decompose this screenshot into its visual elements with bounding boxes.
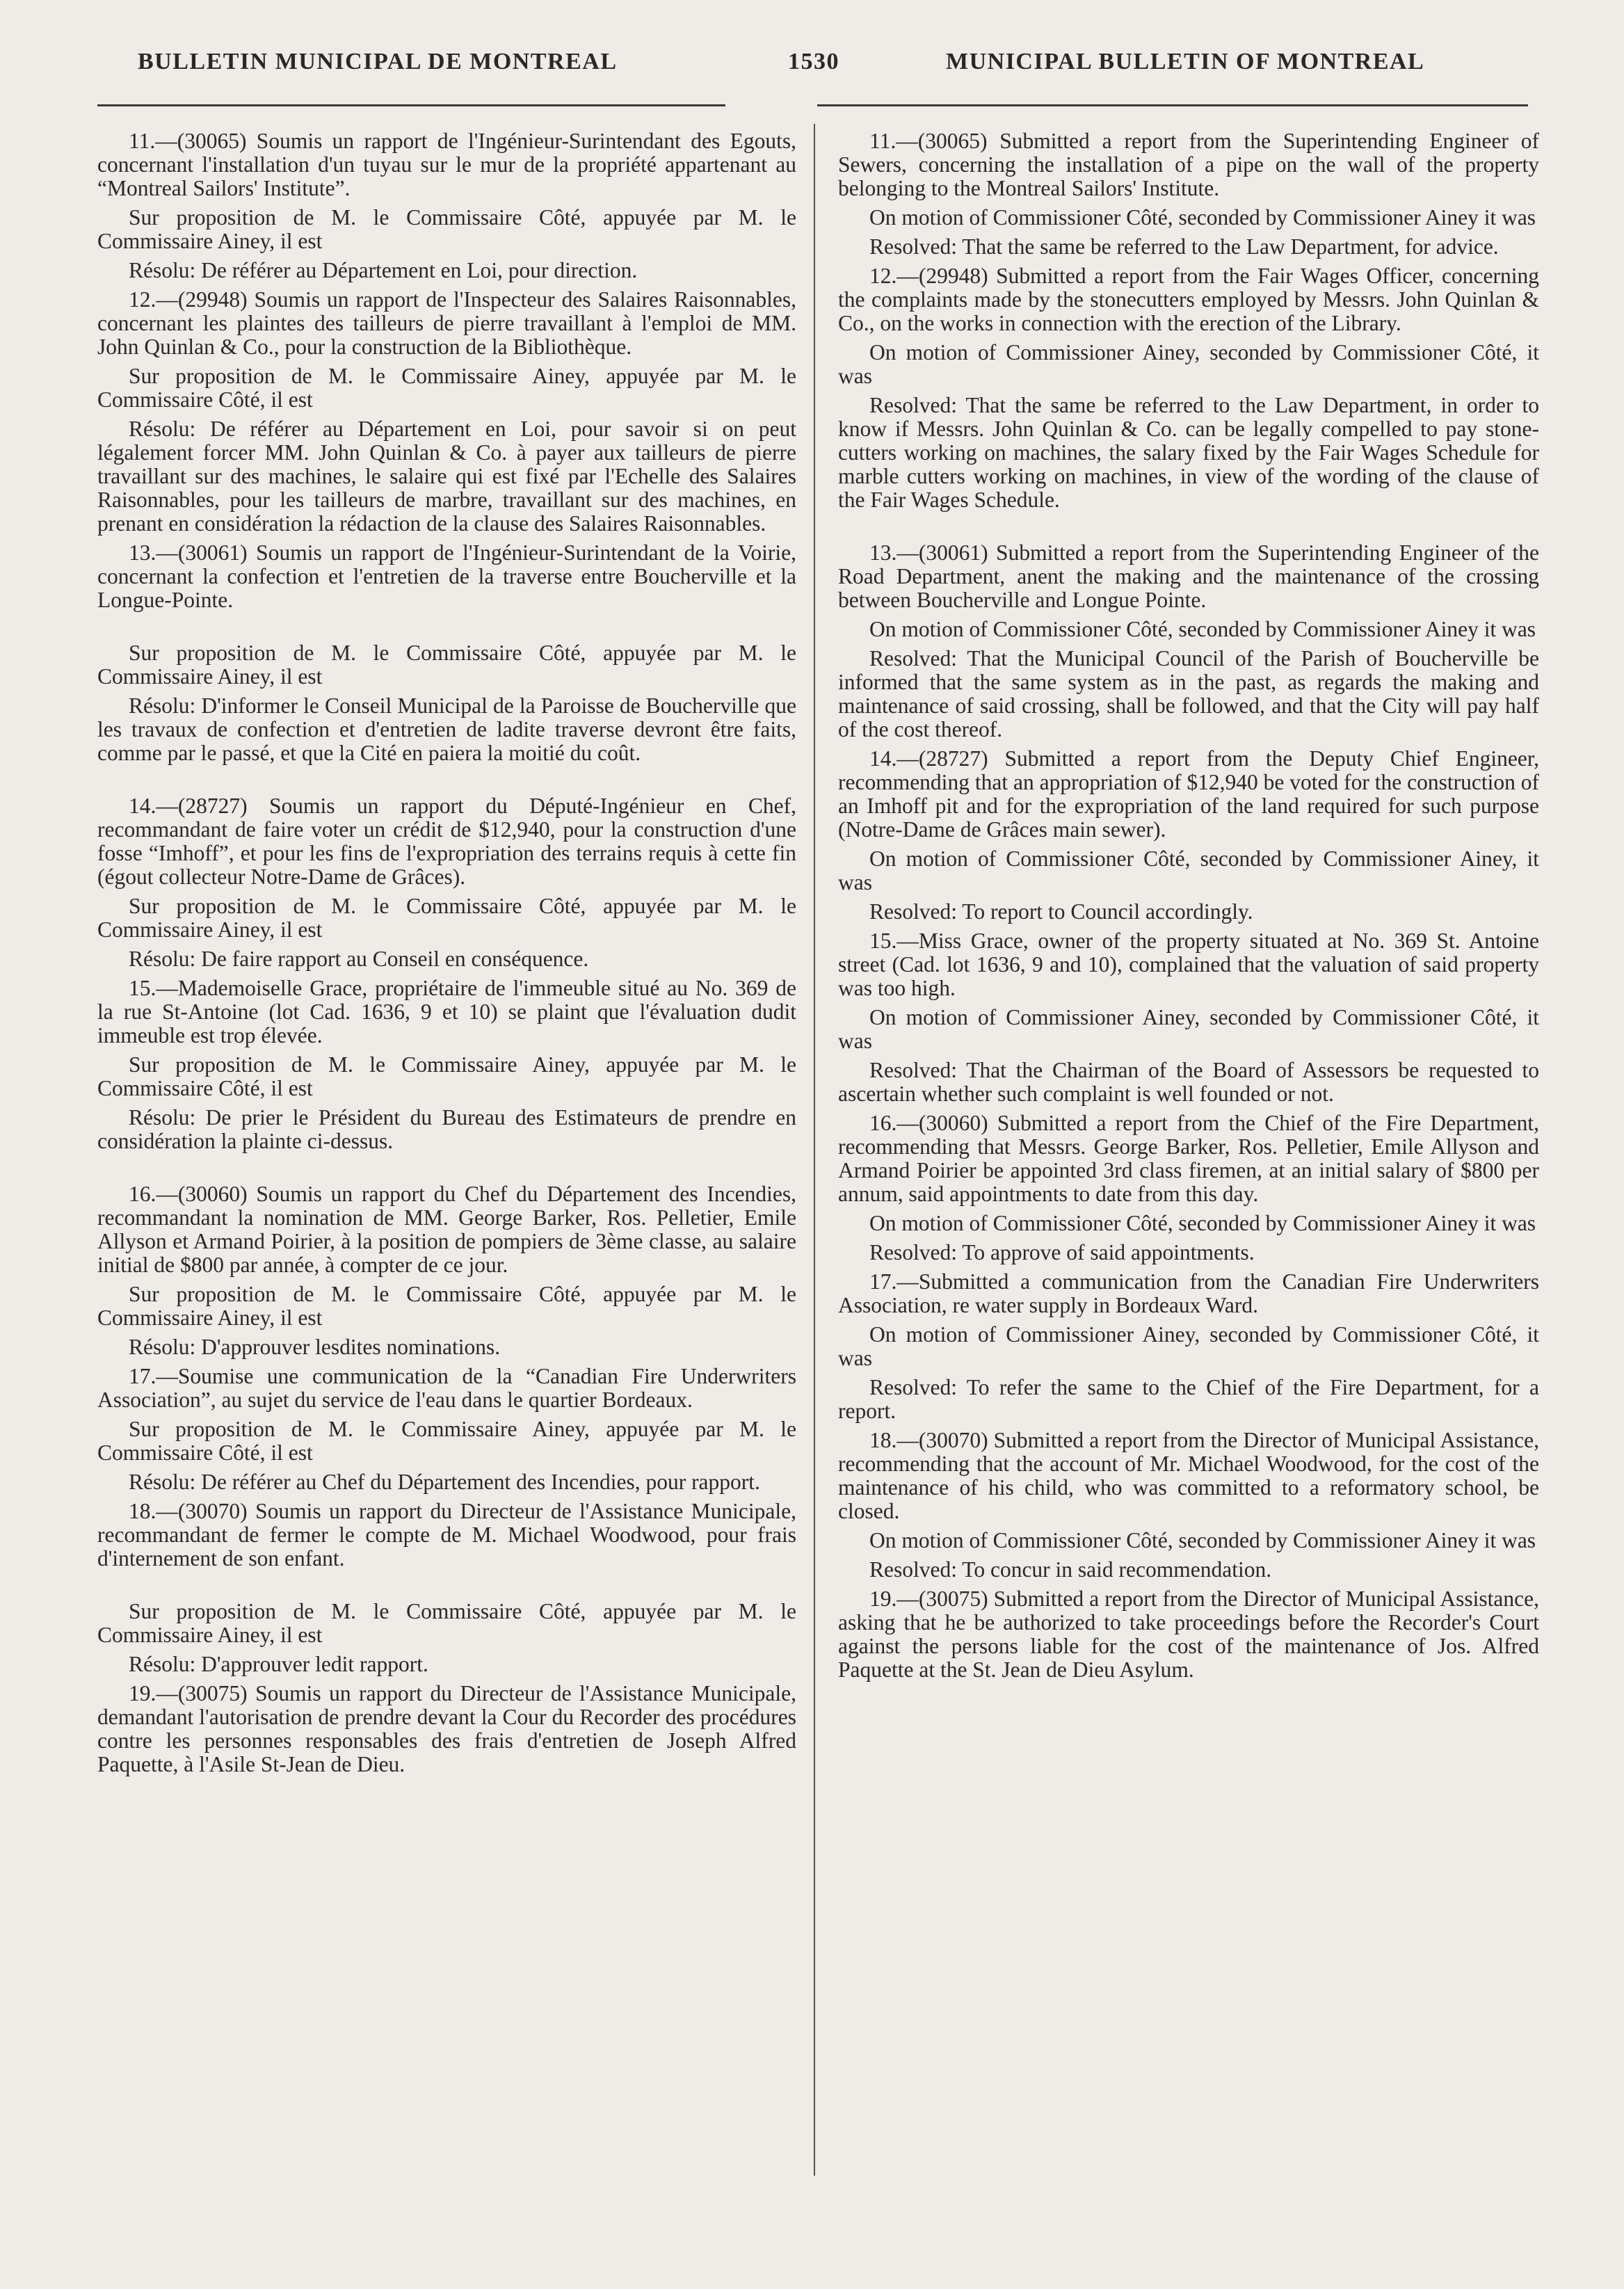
paragraph: Résolu: De faire rapport au Conseil en conséquence. (129, 947, 589, 971)
paragraph: Résolu: De référer au Chef du Département des Incendies, pour rapport. (129, 1470, 760, 1494)
paragraph: Resolved: To concur in said recommendation. (869, 1557, 1272, 1582)
header-french-title: BULLETIN MUNICIPAL DE MONTREAL (138, 49, 618, 74)
english-column (838, 129, 1539, 1687)
paragraph: Sur proposition de M. le Commissaire Côté, appuyée par M. le Commissaire Ainey, il est (97, 641, 796, 689)
paragraph: Sur proposition de M. le Commissaire Côté, appuyée par M. le Commissaire Ainey, il est (97, 205, 796, 253)
paragraph: Resolved: To report to Council accordingly. (869, 899, 1253, 924)
paragraph: 15.—Mademoiselle Grace, propriétaire de l'immeuble situé au No. 369 de la rue St-Antoine (lot Cad. 1636, 9 et 10) se plaint que l'évaluation dudit immeuble est trop élevée. (97, 976, 796, 1047)
paragraph: 11.—(30065) Submitted a report from the Superintending Engineer of Sewers, concerning the installation of a pipe on the wall of the property belonging to the Montreal Sailors' Institute. (838, 129, 1539, 200)
paragraph: Résolu: De référer au Département en Loi, pour savoir si on peut légalement forcer MM. John Quinlan & Co. à payer aux tailleurs de pierre travaillant sur des machines, le salaire qui est fixé par l'Echelle des Salaires Raisonnables, pour les tailleurs de marbre, travaillant sur des machines, en prenant en considération la rédaction de la clause des Salaires Raisonnables. (97, 417, 796, 536)
column-divider (814, 124, 815, 2176)
paragraph: On motion of Commissioner Ainey, seconded by Commissioner Côté, it was (838, 1322, 1539, 1370)
page-number: 1530 (788, 49, 839, 74)
paragraph: 14.—(28727) Soumis un rapport du Député-Ingénieur en Chef, recommandant de faire voter un crédit de $12,940, pour la construction d'une fosse “Imhoff”, et pour les fins de l'expropriation des terrains requis à cette fin (égout collecteur Notre-Dame de Grâces). (97, 794, 796, 889)
header-rule-left (97, 104, 725, 106)
paragraph: Résolu: D'informer le Conseil Municipal de la Paroisse de Boucherville que les travaux de confection et d'entretien de ladite traverse devront être faits, comme par le passé, et que la Cité en paiera la moitié du coût. (97, 693, 796, 765)
paragraph: 12.—(29948) Soumis un rapport de l'Inspecteur des Salaires Raisonnables, concernant les plaintes des tailleurs de pierre travaillant à l'emploi de MM. John Quinlan & Co., pour la construction de la Bibliothèque. (97, 287, 796, 359)
paragraph: 13.—(30061) Soumis un rapport de l'Ingénieur-Surintendant de la Voirie, concernant la confection et l'entretien de la traverse entre Boucherville et la Longue-Pointe. (97, 540, 796, 612)
paragraph: 12.—(29948) Submitted a report from the Fair Wages Officer, concerning the complaints made by the stonecutters employed by Messrs. John Quinlan & Co., on the works in connection with the erection of the Library. (838, 264, 1539, 335)
paragraph: Resolved: That the same be referred to the Law Department, in order to know if Messrs. John Quinlan & Co. can be legally compelled to pay stone-cutters working on machines, the salary fixed by the Fair Wages Schedule for marble cutters working on machines, in view of the wording of the clause of the Fair Wages Schedule. (838, 393, 1539, 512)
paragraph: 19.—(30075) Submitted a report from the Director of Municipal Assistance, asking that he be authorized to take proceedings before the Recorder's Court against the persons liable for the cost of the maintenance of Jos. Alfred Paquette at the St. Jean de Dieu Asylum. (838, 1587, 1539, 1682)
paragraph: 17.—Submitted a communication from the Canadian Fire Underwriters Association, re water supply in Bordeaux Ward. (838, 1269, 1539, 1317)
paragraph: 17.—Soumise une communication de la “Canadian Fire Underwriters Association”, au sujet du service de l'eau dans le quartier Bordeaux. (97, 1364, 796, 1412)
paragraph: On motion of Commissioner Côté, seconded by Commissioner Ainey, it was (838, 846, 1539, 894)
paragraph: Resolved: That the same be referred to the Law Department, for advice. (869, 234, 1499, 259)
paragraph: 18.—(30070) Soumis un rapport du Directeur de l'Assistance Municipale, recommandant de fermer le compte de M. Michael Woodwood, pour frais d'internement de son enfant. (97, 1499, 796, 1571)
paragraph: 11.—(30065) Soumis un rapport de l'Ingénieur-Surintendant des Egouts, concernant l'installation d'un tuyau sur le mur de la propriété appartenant au “Montreal Sailors' Institute”. (97, 129, 796, 200)
paragraph: Sur proposition de M. le Commissaire Ainey, appuyée par M. le Commissaire Côté, il est (97, 1417, 796, 1465)
paragraph: Resolved: That the Municipal Council of the Parish of Boucherville be informed that the same system as in the past, as regards the making and maintenance of said crossing, shall be followed, and that the City will pay half of the cost thereof. (838, 646, 1539, 741)
paragraph: On motion of Commissioner Ainey, seconded by Commissioner Côté, it was (838, 1005, 1539, 1053)
paragraph: Sur proposition de M. le Commissaire Côté, appuyée par M. le Commissaire Ainey, il est (97, 1282, 796, 1330)
paragraph: 19.—(30075) Soumis un rapport du Directeur de l'Assistance Municipale, demandant l'autorisation de prendre devant la Cour du Recorder des procédures contre les personnes responsables des frais d'entretien de Joseph Alfred Paquette, à l'Asile St-Jean de Dieu. (97, 1681, 796, 1776)
header-rule-right (817, 104, 1528, 106)
paragraph: Résolu: D'approuver lesdites nominations. (129, 1335, 501, 1359)
paragraph: 16.—(30060) Submitted a report from the Chief of the Fire Department, recommending that Messrs. George Barker, Ros. Pelletier, Emile Allyson and Armand Poirier be appointed 3rd class firemen, at an initial salary of $800 per annum, said appointments to date from this day. (838, 1111, 1539, 1206)
paragraph: On motion of Commissioner Côté, seconded by Commissioner Ainey it was (869, 617, 1536, 641)
paragraph: Résolu: De prier le Président du Bureau des Estimateurs de prendre en considération la plainte ci-dessus. (97, 1105, 796, 1153)
paragraph: 18.—(30070) Submitted a report from the Director of Municipal Assistance, recommending that the account of Mr. Michael Woodwood, for the cost of the maintenance of his child, who was committed to a reformatory school, be closed. (838, 1428, 1539, 1523)
paragraph: On motion of Commissioner Côté, seconded by Commissioner Ainey it was (869, 1528, 1536, 1552)
paragraph: Résolu: De référer au Département en Loi, pour direction. (129, 258, 638, 282)
paragraph: Résolu: D'approuver ledit rapport. (129, 1652, 428, 1676)
paragraph: Sur proposition de M. le Commissaire Côté, appuyée par M. le Commissaire Ainey, il est (97, 1599, 796, 1647)
paragraph: Sur proposition de M. le Commissaire Ainey, appuyée par M. le Commissaire Côté, il est (97, 364, 796, 412)
paragraph: Sur proposition de M. le Commissaire Ainey, appuyée par M. le Commissaire Côté, il est (97, 1052, 796, 1100)
paragraph: Resolved: That the Chairman of the Board of Assessors be requested to ascertain whether such complaint is well founded or not. (838, 1058, 1539, 1106)
paragraph: 14.—(28727) Submitted a report from the Deputy Chief Engineer, recommending that an appropriation of $12,940 be voted for the construction of an Imhoff pit and for the expropriation of the land required for such purpose (Notre-Dame de Grâces main sewer). (838, 746, 1539, 842)
paragraph: Sur proposition de M. le Commissaire Côté, appuyée par M. le Commissaire Ainey, il est (97, 894, 796, 942)
paragraph: 15.—Miss Grace, owner of the property situated at No. 369 St. Antoine street (Cad. lot 1636, 9 and 10), complained that the valuation of said property was too high. (838, 929, 1539, 1000)
paragraph: Resolved: To approve of said appointments. (869, 1240, 1255, 1264)
paragraph: On motion of Commissioner Côté, seconded by Commissioner Ainey it was (869, 205, 1536, 230)
paragraph: On motion of Commissioner Côté, seconded by Commissioner Ainey it was (869, 1211, 1536, 1235)
french-column (97, 129, 796, 1782)
paragraph: On motion of Commissioner Ainey, seconded by Commissioner Côté, it was (838, 340, 1539, 388)
paragraph: Resolved: To refer the same to the Chief of the Fire Department, for a report. (838, 1375, 1539, 1423)
paragraph: 13.—(30061) Submitted a report from the Superintending Engineer of the Road Department, anent the making and the maintenance of the crossing between Boucherville and Longue Pointe. (838, 540, 1539, 612)
paragraph: 16.—(30060) Soumis un rapport du Chef du Département des Incendies, recommandant la nomination de MM. George Barker, Ros. Pelletier, Emile Allyson et Armand Poirier, à la position de pompiers de 3ème classe, au salaire initial de $800 par année, à compter de ce jour. (97, 1182, 796, 1277)
header-english-title: MUNICIPAL BULLETIN OF MONTREAL (946, 49, 1425, 74)
